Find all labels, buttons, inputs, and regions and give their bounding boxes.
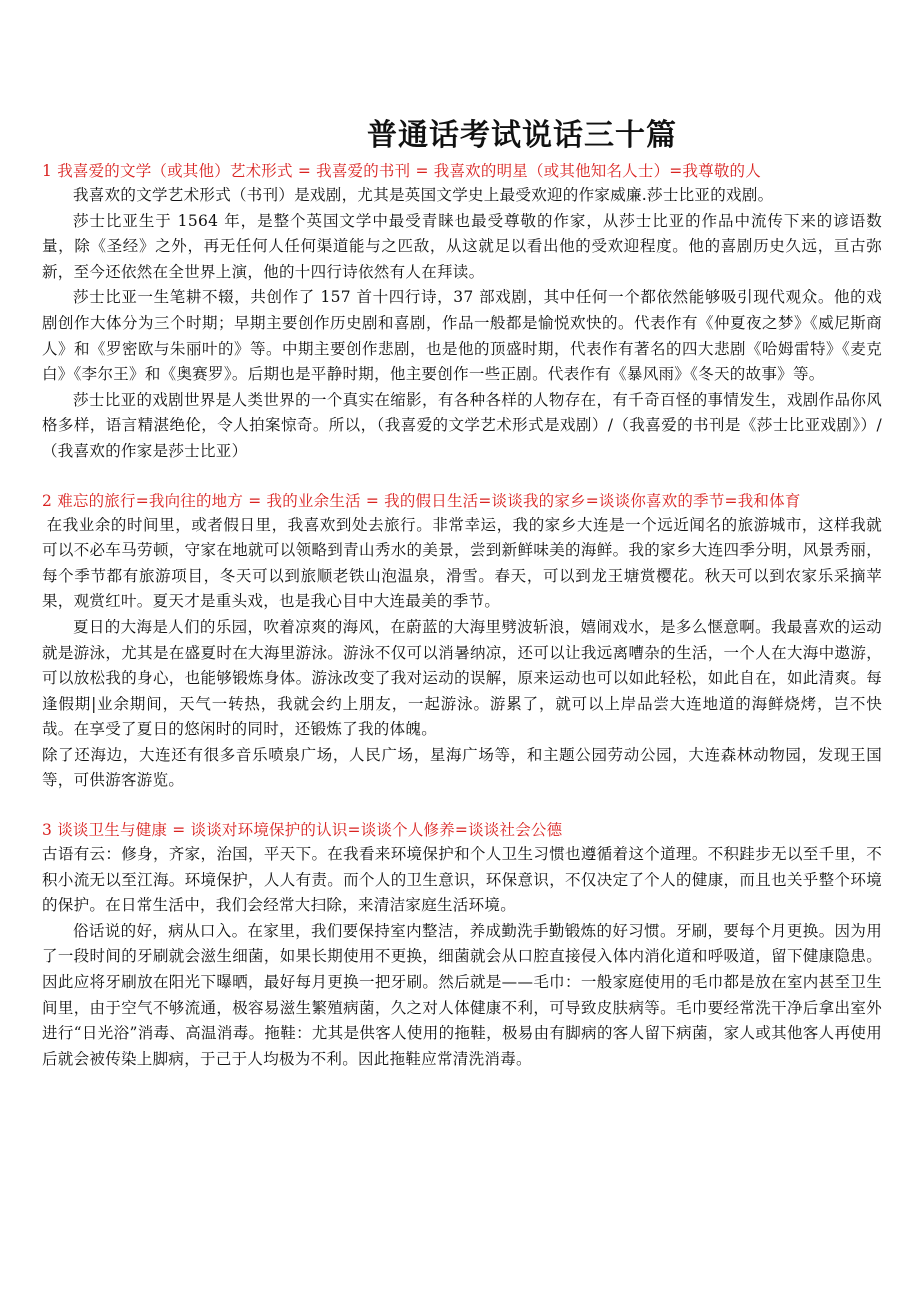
section-heading: 2 难忘的旅行=我向往的地方 = 我的业余生活 = 我的假日生活=谈谈我的家乡=谈谈你喜欢的季节=我和体育 [42,491,801,510]
paragraph: 夏日的大海是人们的乐园，吹着凉爽的海风，在蔚蓝的大海里劈波斩浪，嬉闹戏水，是多么惬意啊。我最喜欢的运动就是游泳，尤其是在盛夏时在大海里游泳。游泳不仅可以消暑纳凉，还可以让我远离嘈杂的生活，一个人在大海中遨游，可以放松我的身心，也能够锻炼身体。游泳改变了我对运动的误解，原来运动也可以如此轻松，如此自在，如此清爽。每逢假期|业余期间，天气一转热，我就会约上朋友，一起游泳。游累了，就可以上岸品尝大连地道的海鲜烧烤，岂不快哉。在享受了夏日的悠闲时的同时，还锻炼了我的体魄。 [42,617,882,739]
document-page [42,110,882,1072]
section-spacer [42,465,882,490]
paragraph: 古语有云：修身，齐家，治国，平天下。在我看来环境保护和个人卫生习惯也遵循着这个道理。不积跬步无以至千里，不积小流无以至江海。环境保护，人人有责。而个人的卫生意识，环保意识，不仅决定了个人的健康，而且也关乎整个环境的保护。在日常生活中，我们会经常大扫除，来清洁家庭生活环境。 [42,845,882,915]
section-spacer [42,794,882,819]
paragraph: 莎士比亚的戏剧世界是人类世界的一个真实在缩影，有各种各样的人物存在，有千奇百怪的事情发生，戏剧作品你风格多样，语言精湛绝伦，令人拍案惊奇。所以，（我喜爱的文学艺术形式是戏剧）/（我喜爱的书刊是《莎士比亚戏剧》）/（我喜欢的作家是莎士比亚） [42,390,882,460]
section-heading: 1 我喜爱的文学（或其他）艺术形式 = 我喜爱的书刊 = 我喜欢的明星（或其他知名人士）=我尊敬的人 [42,162,761,180]
paragraph: 我喜欢的文学艺术形式（书刊）是戏剧，尤其是英国文学史上最受欢迎的作家威廉.莎士比亚的戏剧。 [73,186,774,204]
paragraph: 俗话说的好，病从口入。在家里，我们要保持室内整洁，养成勤洗手勤锻炼的好习惯。牙刷，要每个月更换。因为用了一段时间的牙刷就会滋生细菌，如果长期使用不更换，细菌就会从口腔直接侵入体内消化道和呼吸道，留下健康隐患。因此应将牙刷放在阳光下曝晒，最好每月更换一把牙刷。然后就是——毛巾：一般家庭使用的毛巾都是放在室内甚至卫生间里，由于空气不够流通，极容易滋生繁殖病菌，久之对人体健康不利，可导致皮肤病等。毛巾要经常洗干净后拿出室外进行“日光浴”消毒、高温消毒。拖鞋：尤其是供客人使用的拖鞋，极易由有脚病的客人留下病菌，家人或其他客人再使用后就会被传染上脚病，于己于人均极为不利。因此拖鞋应常清洗消毒。 [42,921,882,1068]
paragraph: 除了还海边，大连还有很多音乐喷泉广场，人民广场，星海广场等，和主题公园劳动公园，大连森林动物园，发现王国等，可供游客游览。 [42,745,882,790]
section-2 [42,490,882,795]
paragraph: 在我业余的时间里，或者假日里，我喜欢到处去旅行。非常幸运，我的家乡大连是一个远近闻名的旅游城市，这样我就可以不必车马劳顿，守家在地就可以领略到青山秀水的美景，尝到新鲜味美的海鲜。我的家乡大连四季分明，风景秀丽，每个季节都有旅游项目，冬天可以到旅顺老铁山泡温泉，滑雪。春天，可以到龙王塘赏樱花。秋天可以到农家乐采摘苹果，观赏红叶。夏天才是重头戏，也是我心目中大连最美的季节。 [42,515,882,611]
section-1 [42,160,882,465]
paragraph: 莎士比亚生于 1564 年，是整个英国文学中最受青睐也最受尊敬的作家，从莎士比亚的作品中流传下来的谚语数量，除《圣经》之外，再无任何人任何渠道能与之匹敌，从这就足以看出他的受欢迎程度。他的喜剧历史久远，亘古弥新，至今还依然在全世界上演，他的十四行诗依然有人在拜读。 [42,211,882,281]
document-title: 普通话考试说话三十篇 [367,118,677,153]
section-3 [42,819,882,1072]
section-heading: 3 谈谈卫生与健康 = 谈谈对环境保护的认识=谈谈个人修养=谈谈社会公德 [42,821,563,840]
paragraph: 莎士比亚一生笔耕不辍，共创作了 157 首十四行诗，37 部戏剧，其中任何一个都依然能够吸引现代观众。他的戏剧创作大体分为三个时期；早期主要创作历史剧和喜剧，作品一般都是愉悦欢快的。代表作有《仲夏夜之梦》《威尼斯商人》和《罗密欧与朱丽叶的》等。中期主要创作悲剧，也是他的顶盛时期，代表作有著名的四大悲剧《哈姆雷特》《麦克白》《李尔王》和《奥赛罗》。后期也是平静时期，他主要创作一些正剧。代表作有《暴风雨》《冬天的故事》等。 [42,288,882,384]
